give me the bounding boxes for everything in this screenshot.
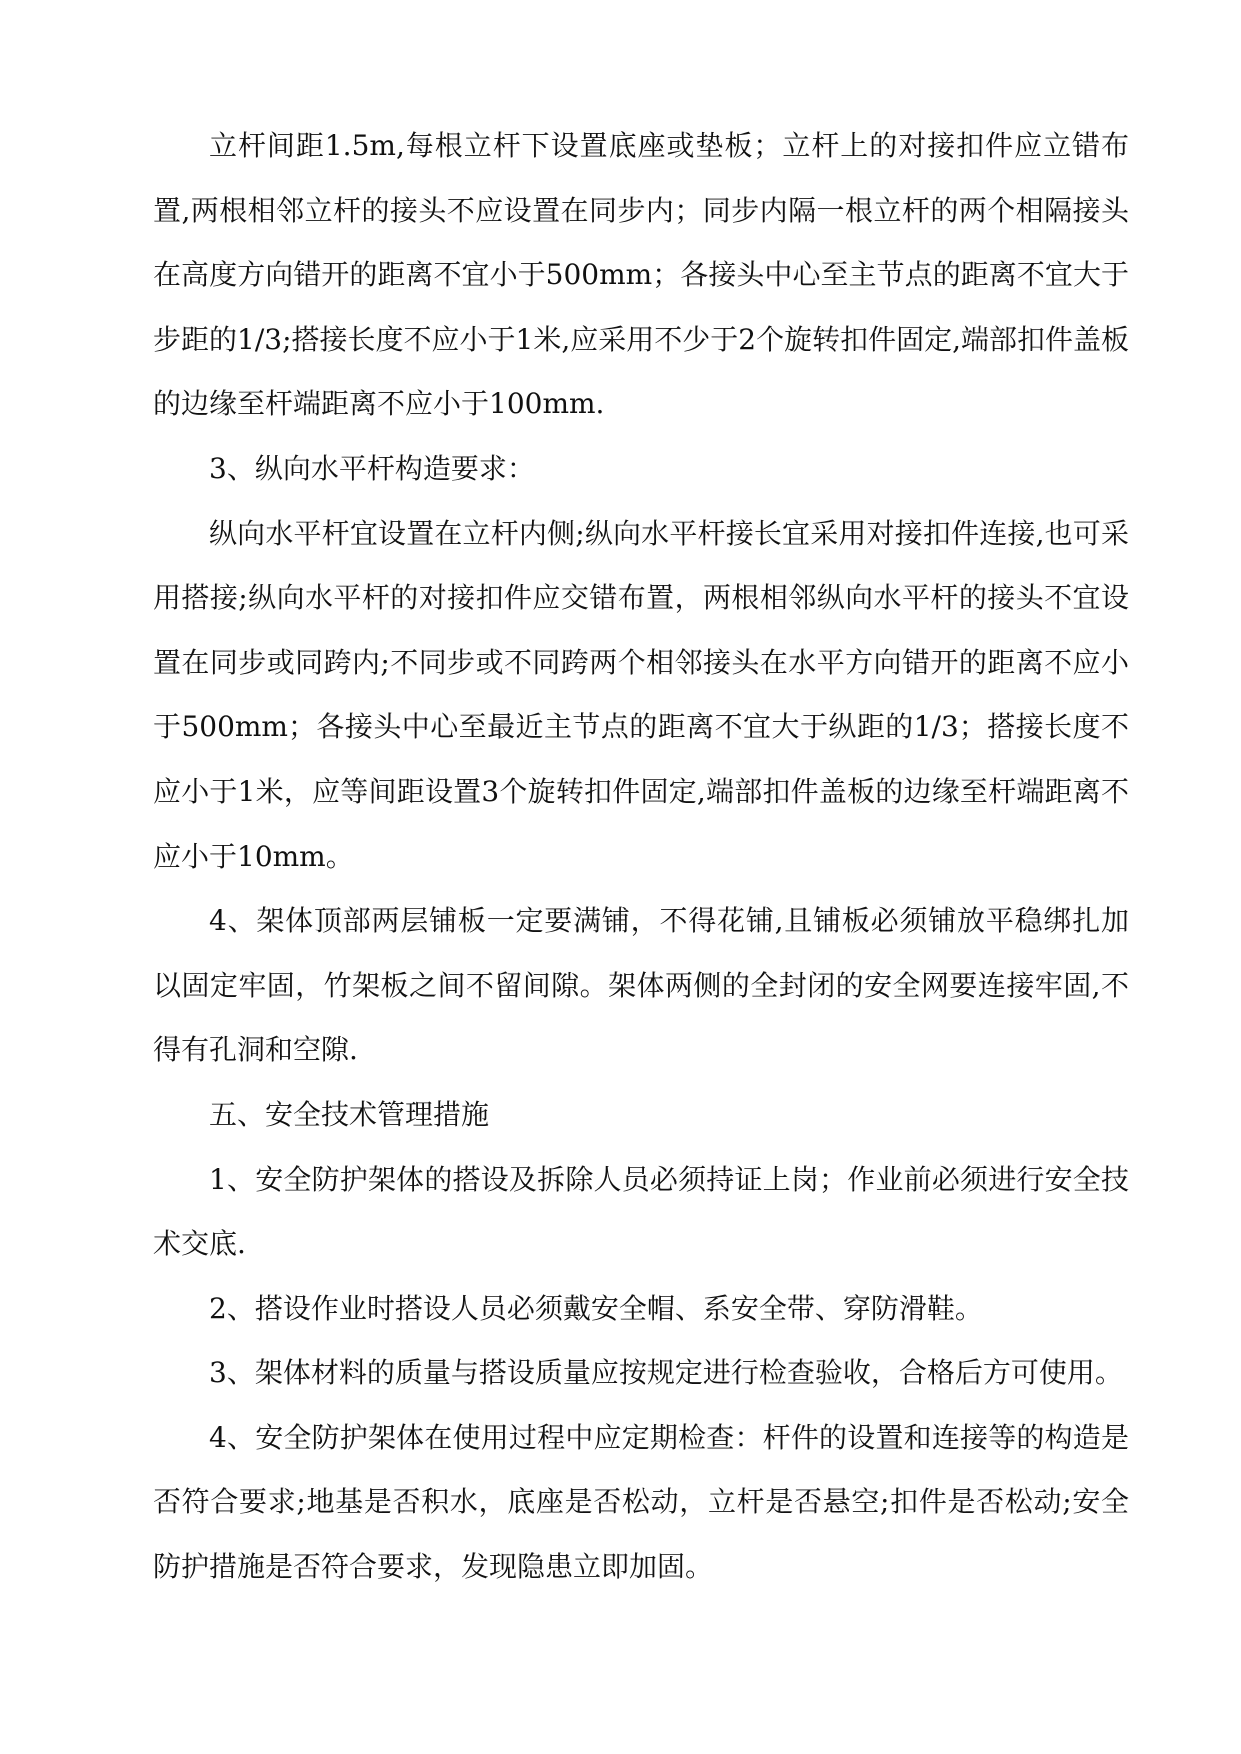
paragraph-safety-item-2: 2、搭设作业时搭设人员必须戴安全帽、系安全带、穿防滑鞋。: [209, 1291, 983, 1325]
paragraph-safety-item-3: 3、架体材料的质量与搭设质量应按规定进行检查验收，合格后方可使用。: [209, 1356, 1123, 1390]
paragraph-longitudinal-bar: 纵向水平杆宜设置在立杆内侧;纵向水平杆接长宜采用对接扣件连接,也可采用搭接;纵向水平杆的对接扣件应交错布置，两根相邻纵向水平杆的接头不宜设置在同步或同跨内;不同步或不同跨两个相邻接头在水平方向错开的距离不应小于500mm；各接头中心至最近主节点的距离不宜大于纵距的1/3；搭接长度不应小于1米，应等间距设置3个旋转扣件固定,端部扣件盖板的边缘至杆端距离不应小于10mm。: [153, 516, 1129, 873]
paragraph-safety-item-4: 4、安全防护架体在使用过程中应定期检查：杆件的设置和连接等的构造是否符合要求;地基是否积水，底座是否松动，立杆是否悬空;扣件是否松动;安全防护措施是否符合要求，发现隐患立即加固。: [153, 1420, 1129, 1584]
section-heading-safety-management: 五、安全技术管理措施: [209, 1097, 490, 1131]
paragraph-safety-item-1: 1、安全防护架体的搭设及拆除人员必须持证上岗；作业前必须进行安全技术交底.: [153, 1162, 1129, 1261]
paragraph-upright-pole-spacing: 立杆间距1.5m,每根立杆下设置底座或垫板；立杆上的对接扣件应立错布置,两根相邻立杆的接头不应设置在同步内；同步内隔一根立杆的两个相隔接头在高度方向错开的距离不宜小于500mm；各接头中心至主节点的距离不宜大于步距的1/3;搭接长度不应小于1米,应采用不少于2个旋转扣件固定,端部扣件盖板的边缘至杆端距离不应小于100mm.: [153, 129, 1129, 421]
heading-longitudinal-bar-requirements: 3、纵向水平杆构造要求：: [209, 451, 535, 485]
document-body: [153, 114, 1129, 1600]
paragraph-top-deck-boards: 4、架体顶部两层铺板一定要满铺，不得花铺,且铺板必须铺放平稳绑扎加以固定牢固，竹架板之间不留间隙。架体两侧的全封闭的安全网要连接牢固,不得有孔洞和空隙.: [153, 904, 1129, 1067]
